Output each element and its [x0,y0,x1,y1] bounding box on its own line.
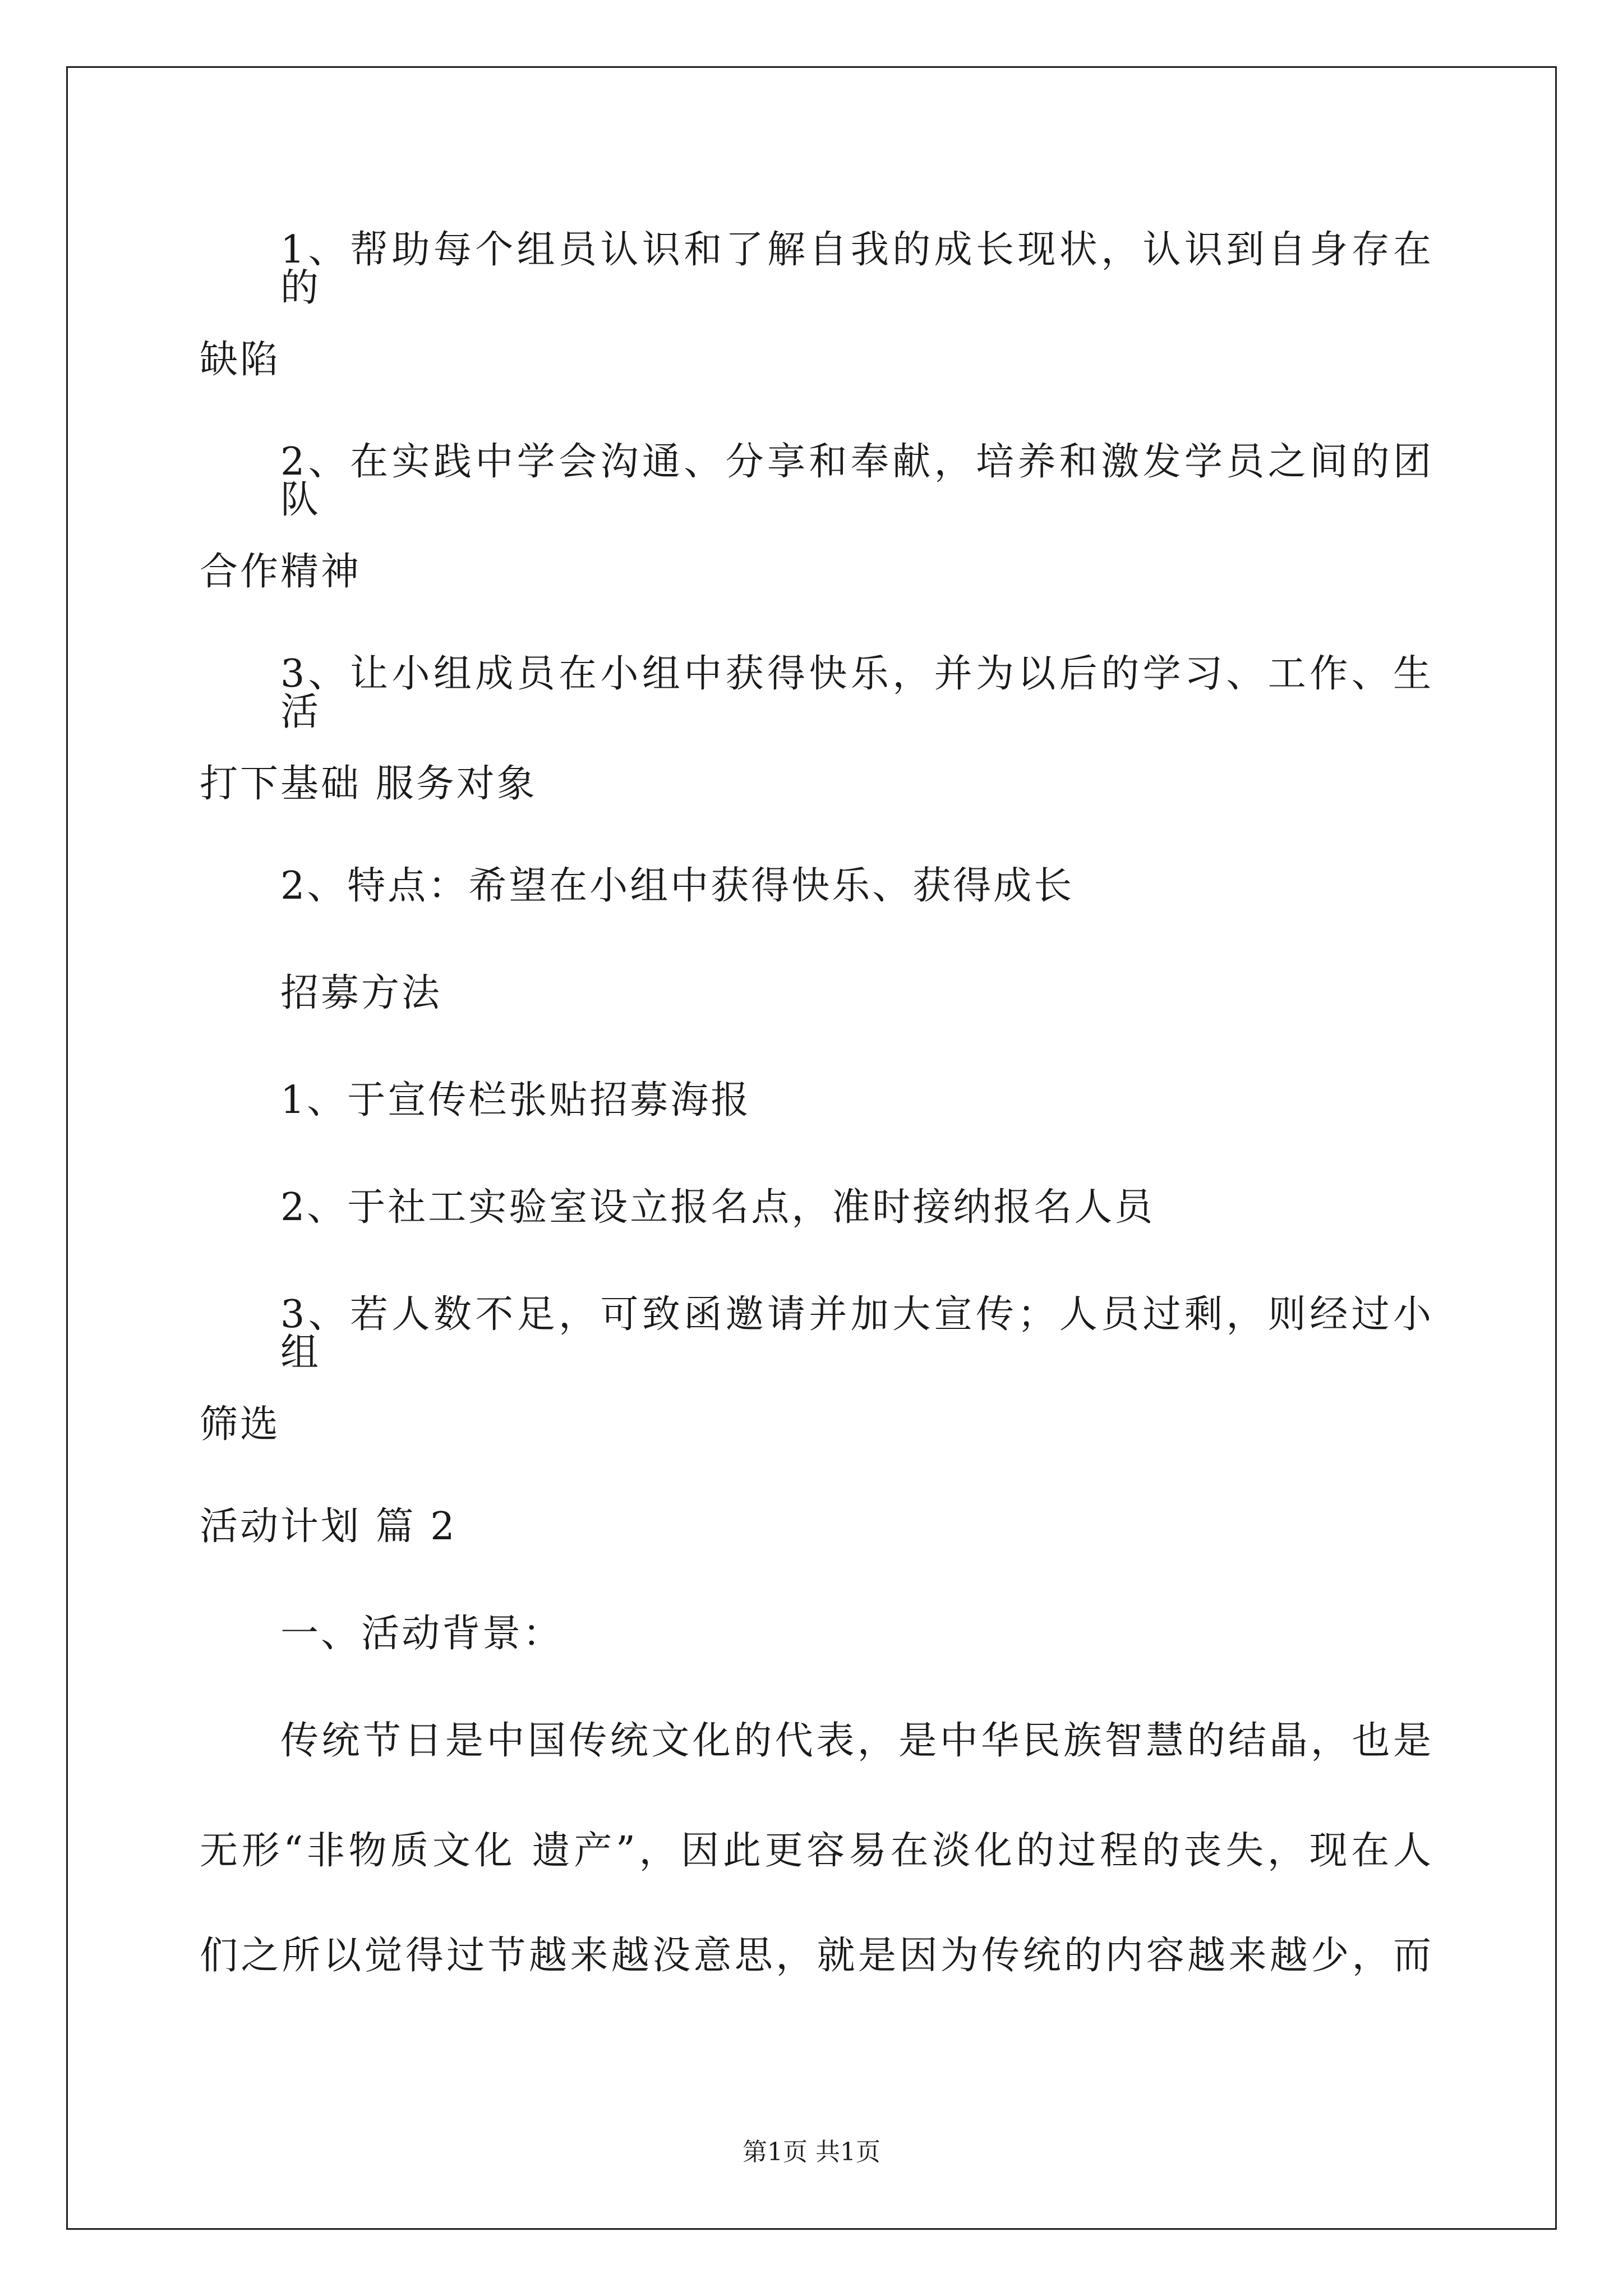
text-line: 2、在实践中学会沟通、分享和奉献，培养和激发学员之间的团队 [280,440,1433,522]
page-border [66,66,1557,2230]
text-line: 合作精神 [200,550,362,594]
text-line: 传统节日是中国传统文化的代表，是中华民族智慧的结晶，也是 [280,1719,1433,1763]
text-line: 1、于宣传栏张贴招募海报 [280,1078,751,1122]
text-line: 打下基础 服务对象 [200,762,537,806]
text-line: 2、于社工实验室设立报名点，准时接纳报名人员 [280,1185,1155,1230]
section-heading: 招募方法 [280,971,442,1015]
text-line: 3、若人数不足，可致函邀请并加大宣传；人员过剩，则经过小组 [280,1292,1433,1375]
section-title: 活动计划 篇 2 [200,1504,457,1549]
text-line: 1、帮助每个组员认识和了解自我的成长现状，认识到自身存在的 [280,228,1433,310]
section-heading: 一、活动背景： [280,1612,564,1656]
text-line: 缺陷 [200,338,281,382]
text-line: 们之所以觉得过节越来越没意思，就是因为传统的内容越来越少，而 [200,1934,1433,1978]
page-footer: 第1页 共1页 [743,2138,880,2166]
text-line: 3、让小组成员在小组中获得快乐，并为以后的学习、工作、生活 [280,652,1433,734]
text-line: 2、特点：希望在小组中获得快乐、获得成长 [280,864,1075,908]
text-line: 筛选 [200,1402,281,1447]
text-line: 无形“非物质文化 遗产”，因此更容易在淡化的过程的丧失，现在人 [200,1829,1433,1873]
